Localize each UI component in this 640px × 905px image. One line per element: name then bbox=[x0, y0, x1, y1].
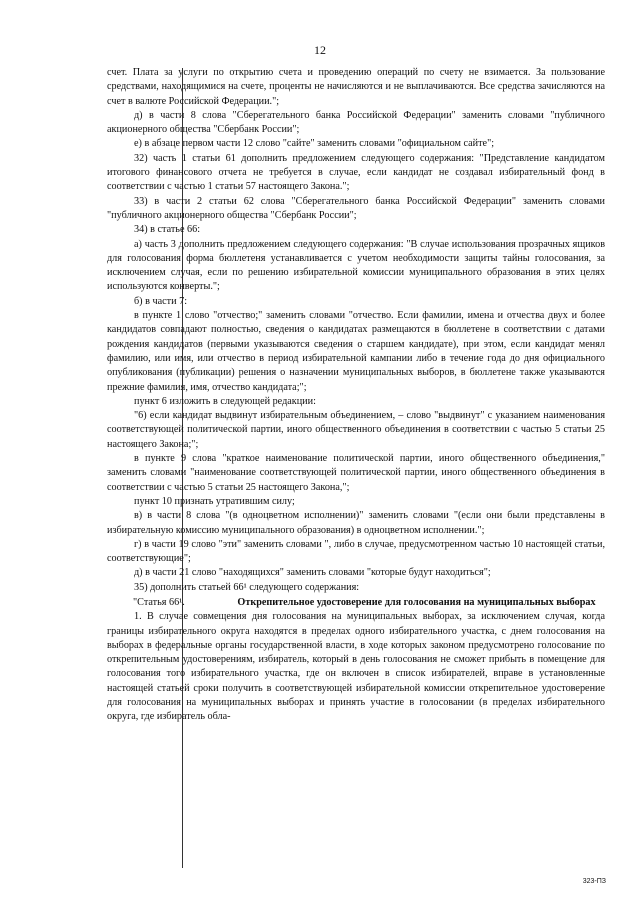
page-number: 12 bbox=[314, 43, 326, 57]
paragraph: б) в части 7: bbox=[134, 295, 188, 307]
footer-code: 323-ПЗ bbox=[582, 878, 606, 885]
paragraph: 35) дополнить статьей 66¹ следующего содержания: bbox=[134, 581, 360, 593]
paragraph: г) в части 19 слово "эти" заменить словами ", либо в случае, предусмотренном частью 10 настоящей статьи, соответствующие"; bbox=[107, 538, 605, 565]
paragraph: д) в части 21 слово "находящихся" заменить словами "которые будут находиться"; bbox=[134, 567, 491, 579]
paragraph: пункт 6 изложить в следующей редакции: bbox=[134, 395, 316, 407]
document-body bbox=[107, 66, 605, 725]
paragraph: 33) в части 2 статьи 62 слова "Сберегательного банка Российской Федерации" заменить словами "публичного акционерного общества "Сбербанк России"; bbox=[107, 195, 605, 221]
paragraph: а) часть 3 дополнить предложением следующего содержания: "В случае использования прозрачных ящиков для голосования форма бюллетеня устанавливается с учетом необходимости защиты тайны голосования, за исключением случая, если по решению избирательной комиссии муниципального образования в этих целях используются конверты."; bbox=[107, 238, 605, 293]
paragraph: "6) если кандидат выдвинут избирательным объединением, – слово "выдвинут" с указанием наименования соответствующей политической партии, иного общественного объединения в соответствии с частью 5 статьи 25 настоящего Закона;"; bbox=[107, 410, 605, 450]
paragraph: счет. Плата за услуги по открытию счета и проведению операций по счету не взимается. За пользование средствами, находящимися на счете, проценты не начисляются и не выплачиваются. Все средства зачисляются на счет в валюте Российской Федерации."; bbox=[107, 67, 605, 107]
paragraph: 32) часть 1 статьи 61 дополнить предложением следующего содержания: "Представление кандидатом итогового финансового отчета не требуется в случае, если кандидат не создавал избирательный фонд в соответствии с частью 1 статьи 57 настоящего Закона."; bbox=[107, 152, 605, 193]
paragraph: в пункте 1 слово "отчество;" заменить словами "отчество. Если фамилии, имена и отчества двух и более кандидатов совпадают полностью, сведения о кандидатах размещаются в бюллетене в соответствии с датами рождения кандидатов (первыми указываются сведения о старшем кандидате), при этом, если кандидат менял фамилию, или имя, или отчество в период избирательной кампании либо в течение года до дня официального опубликования (публикации) решения о назначении муниципальных выборов, в бюллетене также указываются прежние фамилия, имя, отчество кандидата;"; bbox=[107, 310, 605, 393]
article-heading bbox=[107, 596, 605, 610]
article-title: Открепительное удостоверение для голосования на муниципальных выборах bbox=[237, 596, 596, 608]
paragraph: в пункте 9 слова "краткое наименование политической партии, иного общественного объединения," заменить словами "наименование соответствующей политической партии, иного общественного объединения в соответствии с частью 5 статьи 25 настоящего Закона,"; bbox=[107, 453, 605, 493]
paragraph: пункт 10 признать утратившим силу; bbox=[134, 495, 295, 507]
paragraph: е) в абзаце первом части 12 слово "сайте" заменить словами "официальном сайте"; bbox=[134, 138, 495, 150]
paragraph: д) в части 8 слова "Сберегательного банка Российской Федерации" заменить словами "публичного акционерного общества "Сбербанк России"; bbox=[107, 109, 605, 136]
paragraph: 34) в статье 66: bbox=[134, 224, 201, 236]
paragraph: в) в части 8 слова "(в одноцветном исполнении)" заменить словами "(если они были представлены в избирательную комиссию муниципального образования) в одноцветном исполнении."; bbox=[107, 510, 605, 536]
paragraph: 1. В случае совмещения дня голосования на муниципальных выборах, за исключением случая, когда границы избирательного округа находятся в пределах одного избирательного участка, с днем голосования на выборах в федеральные органы государственной власти, в ходе которых законом предусмотрено голосование по открепительным удостоверениям, избиратель, который в день голосования не сможет прибыть в помещение для голосования того избирательного участка, где он включен в список избирателей, вправе в установленные настоящей статьей сроки получить в соответствующей избирательной комиссии открепительное удостоверение для голосования на муниципальных выборах и принять участие в голосовании (в пределах избирательного округа, где избиратель обла- bbox=[107, 611, 605, 723]
article-label: "Статья 66¹. bbox=[133, 596, 185, 608]
